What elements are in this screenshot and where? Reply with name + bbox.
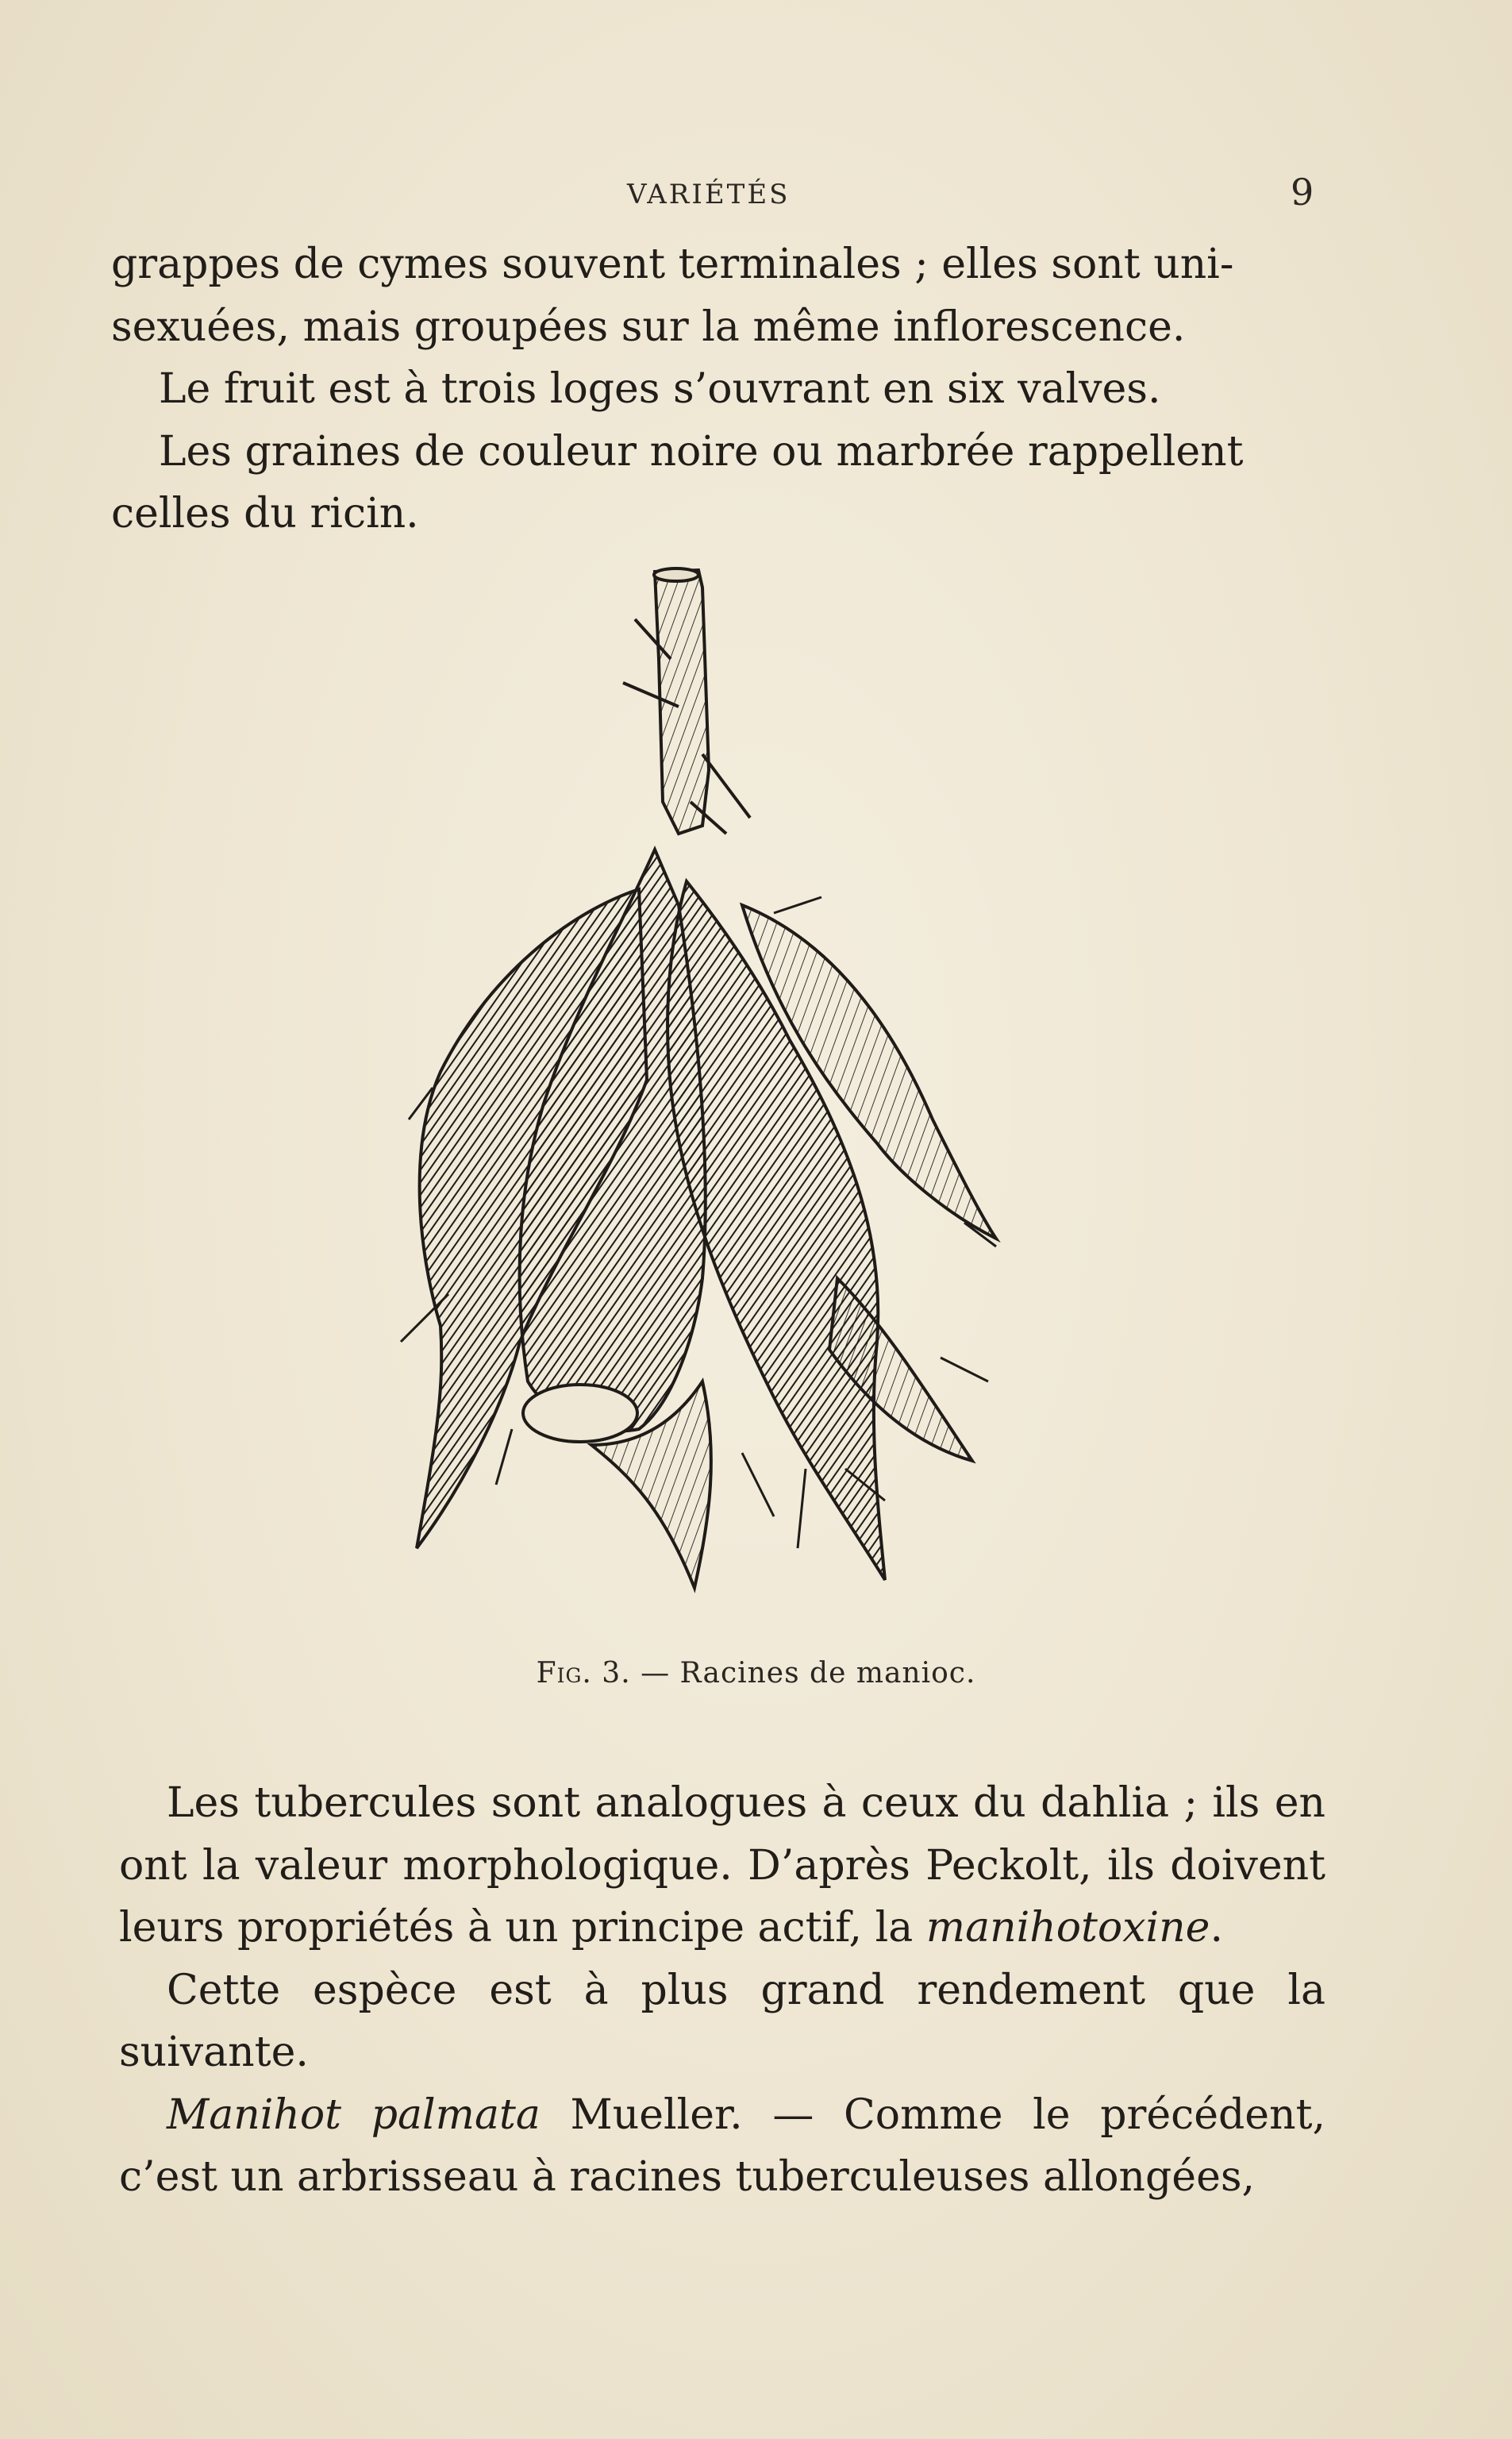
paragraph-fruit: Le fruit est à trois loges s’ouvrant en six valves.	[159, 365, 1161, 413]
caption-text: Racines de manioc.	[679, 1657, 976, 1690]
text-line: sexuées, mais groupées sur la même inflorescence.	[111, 302, 1186, 351]
root-cut-face	[523, 1385, 637, 1442]
paragraph-rendement: Cette espèce est à plus grand rendement que la suivante.	[119, 1966, 1325, 2076]
manioc-roots-illustration	[329, 564, 1091, 1643]
species-name: Manihot palmata	[167, 2090, 541, 2139]
text-line: grappes de cymes souvent terminales ; elles sont uni-	[111, 241, 1234, 288]
italic-term: manihotoxine	[925, 1904, 1210, 1952]
paragraph-manihot-palmata	[119, 2084, 1325, 2209]
text-run: Mueller. — Comme le précédent, c’est un arbrisseau à racines tuberculeuses allongées,	[119, 2090, 1325, 2201]
body-text-top	[111, 233, 1318, 545]
figure-manioc-roots	[329, 564, 1091, 1643]
stem	[655, 570, 709, 834]
figure-caption	[0, 1657, 1512, 1690]
body-text-bottom	[119, 1772, 1325, 2209]
text-run: .	[1210, 1904, 1223, 1952]
caption-separator: —	[630, 1657, 680, 1690]
running-head	[0, 171, 1512, 218]
paragraph-seeds	[111, 421, 1318, 545]
figure-label: Fig. 3.	[536, 1657, 631, 1690]
paragraph-continued	[111, 233, 1318, 358]
text-line: celles du ricin.	[111, 490, 419, 538]
running-title: VARIÉTÉS	[627, 179, 791, 210]
text-line: Les graines de couleur noire ou marbrée rappellent	[159, 427, 1244, 476]
paragraph-tubercules	[119, 1772, 1325, 1959]
page-number: 9	[1291, 171, 1314, 214]
text-run: Les tubercules sont analogues à ceux du dahlia ; ils en ont la valeur morphologique. D’après Peckolt, ils doivent leurs propriétés à un principe actif, la	[119, 1779, 1325, 1952]
